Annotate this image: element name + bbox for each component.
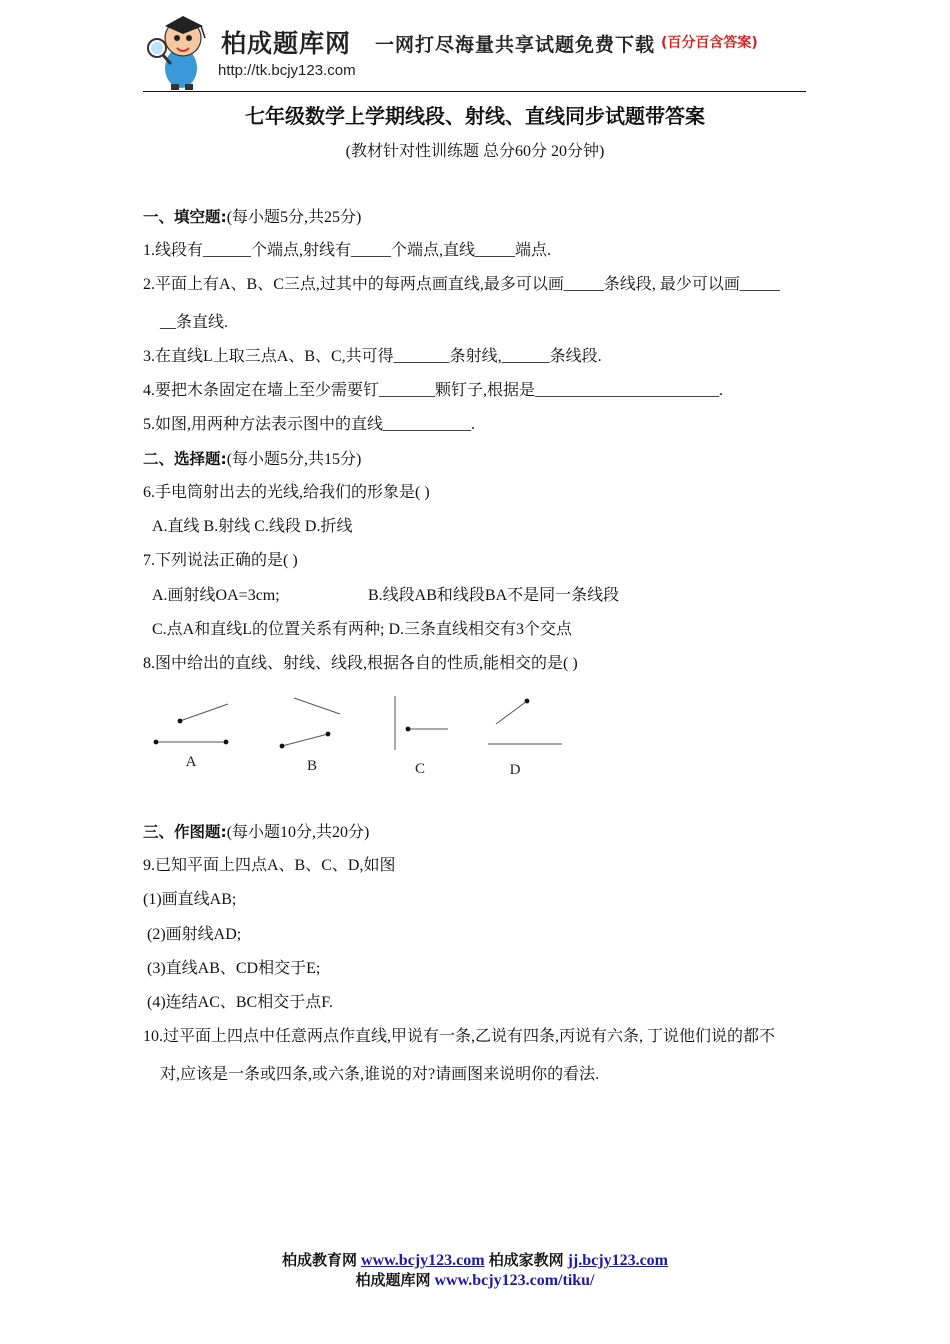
- question-10: 10.过平面上四点中任意两点作直线,甲说有一条,乙说有四条,丙说有六条, 丁说他们说的都不: [143, 1028, 776, 1045]
- figure-label-a: A: [185, 754, 197, 770]
- site-brand: 柏成题库网: [221, 29, 352, 58]
- question-2-continued: __条直线.: [160, 314, 229, 331]
- header-divider: [143, 91, 806, 92]
- question-9-part-3: (3)直线AB、CD相交于E;: [147, 960, 321, 977]
- question-7-option-b: B.线段AB和线段BA不是同一条线段: [368, 587, 620, 604]
- figure-c: [395, 696, 448, 777]
- footer-site-name-edu: 柏成教育网: [282, 1251, 358, 1269]
- section-fill-in-header: [143, 207, 361, 228]
- section-title: 三、作图题:: [143, 823, 227, 841]
- question-2: 2.平面上有A、B、C三点,过其中的每两点画直线,最多可以画_____条线段, 最少可以画_____: [143, 276, 780, 293]
- answers-badge: (百分百含答案): [661, 35, 758, 51]
- figure-label-c: C: [414, 761, 426, 777]
- figure-a: [154, 704, 229, 770]
- site-url[interactable]: http://tk.bcjy123.com: [218, 62, 356, 79]
- question-1: 1.线段有______个端点,射线有_____个端点,直线_____端点.: [143, 242, 552, 259]
- question-5: 5.如图,用两种方法表示图中的直线___________.: [143, 416, 476, 433]
- figure-label-d: D: [509, 762, 521, 778]
- figure-d: [488, 699, 562, 778]
- section-note: (每小题5分,共15分): [226, 451, 362, 468]
- section-drawing-header: [143, 822, 369, 843]
- question-7-options-cd: C.点A和直线L的位置关系有两种; D.三条直线相交有3个交点: [152, 621, 573, 638]
- question-6: 6.手电筒射出去的光线,给我们的形象是( ): [143, 484, 430, 501]
- question-9-part-2: (2)画射线AD;: [147, 926, 242, 943]
- question-10-continued: 对,应该是一条或四条,或六条,谁说的对?请画图来说明你的看法.: [160, 1066, 600, 1083]
- question-7: 7.下列说法正确的是( ): [143, 552, 298, 569]
- figure-label-b: B: [306, 758, 318, 774]
- question-7-option-a: A.画射线OA=3cm;: [152, 587, 280, 604]
- page-subtitle: (教材针对性训练题 总分60分 20分钟): [345, 143, 605, 160]
- section-title: 一、填空题:: [143, 208, 227, 226]
- figure-b: [280, 698, 340, 774]
- footer-line-1: [0, 1249, 950, 1270]
- footer-line-2: [0, 1269, 950, 1290]
- footer-link-tutor[interactable]: jj.bcjy123.com: [567, 1252, 668, 1269]
- footer-site-name-tutor: 柏成家教网: [488, 1251, 564, 1269]
- question-4: 4.要把木条固定在墙上至少需要钉_______颗钉子,根据是_______________________.: [143, 382, 724, 399]
- question-9-part-4: (4)连结AC、BC相交于点F.: [147, 994, 333, 1011]
- question-6-options: A.直线 B.射线 C.线段 D.折线: [152, 518, 353, 535]
- page-title: 七年级数学上学期线段、射线、直线同步试题带答案: [245, 104, 705, 128]
- section-title: 二、选择题:: [143, 450, 227, 468]
- footer-link-tiku[interactable]: www.bcjy123.com/tiku/: [434, 1272, 595, 1289]
- question-8-figure: [140, 690, 580, 790]
- question-8: 8.图中给出的直线、射线、线段,根据各自的性质,能相交的是( ): [143, 655, 578, 672]
- section-note: (每小题5分,共25分): [226, 209, 362, 226]
- site-header: [143, 8, 808, 92]
- footer-link-edu[interactable]: www.bcjy123.com: [361, 1252, 485, 1269]
- question-3: 3.在直线L上取三点A、B、C,共可得_______条射线,______条线段.: [143, 348, 602, 365]
- footer-site-name-tiku: 柏成题库网: [355, 1271, 431, 1289]
- section-choice-header: [143, 449, 361, 470]
- section-note: (每小题10分,共20分): [226, 824, 370, 841]
- site-slogan: 一网打尽海量共享试题免费下载: [375, 34, 656, 56]
- mascot-logo-icon: [143, 8, 221, 92]
- question-9-part-1: (1)画直线AB;: [143, 891, 237, 908]
- question-9: 9.已知平面上四点A、B、C、D,如图: [143, 857, 396, 874]
